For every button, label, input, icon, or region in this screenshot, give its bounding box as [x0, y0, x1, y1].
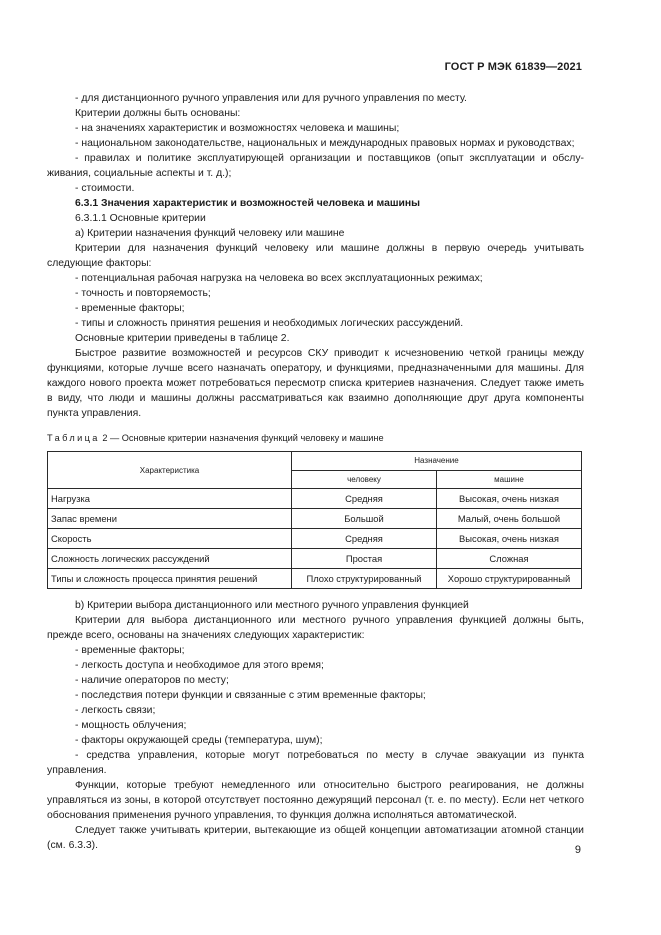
- cell-human: Средняя: [292, 529, 437, 549]
- cell-characteristic: Типы и сложность процесса принятия решений: [48, 569, 292, 589]
- table-row: [48, 489, 582, 509]
- table-row: [48, 569, 582, 589]
- cell-machine: Высокая, очень низкая: [437, 529, 582, 549]
- intro-line: - правилах и политике эксплуатирующей организации и поставщиков (опыт эксплуатации и обслуживания, социальные аспекты и т. д.);: [47, 153, 584, 179]
- paragraph: Следует также учитывать критерии, вытекающие из общей концепции автоматизации атомной станции (см. 6.3.3).: [47, 825, 584, 851]
- table-caption: [47, 431, 584, 446]
- list-item: - факторы окружающей среды (температура, шум);: [75, 735, 323, 746]
- cell-characteristic: Запас времени: [48, 509, 292, 529]
- table-caption-text: 2 — Основные критерии назначения функций человеку и машине: [99, 433, 384, 443]
- factor-line: - точность и повторяемость;: [75, 288, 211, 299]
- item-a: а) Критерии назначения функций человеку или машине: [75, 228, 345, 239]
- cell-machine: Хорошо структурированный: [437, 569, 582, 589]
- paragraph: Критерии для назначения функций человеку или машине должны в первую очередь учитывать следующие факторы:: [47, 243, 584, 269]
- list-item: - легкость доступа и необходимое для этого время;: [75, 660, 324, 671]
- page-number: 9: [574, 844, 581, 856]
- paragraph: Функции, которые требуют немедленного или относительно быстрого реагирования, не должны управляться из зоны, в которой отсутствует постоянно дежурящий персонал (т. е. по месту). Если нет четкого обоснования применения ручного управления, то функция должна исполняться автоматической.: [47, 780, 584, 821]
- cell-human: Плохо структурированный: [292, 569, 437, 589]
- list-item: - легкость связи;: [75, 705, 156, 716]
- list-item: - временные факторы;: [75, 645, 185, 656]
- list-item: - мощность облучения;: [75, 720, 187, 731]
- factor-line: - типы и сложность принятия решения и необходимых логических рассуждений.: [75, 318, 464, 329]
- header-human: человеку: [292, 470, 437, 489]
- section-heading: 6.3.1 Значения характеристик и возможностей человека и машины: [75, 198, 421, 209]
- table-row: [48, 529, 582, 549]
- cell-human: Простая: [292, 549, 437, 569]
- subsection-heading: 6.3.1.1 Основные критерии: [75, 213, 206, 224]
- paragraph: Критерии для выбора дистанционного или местного ручного управления функцией должны быть, прежде всего, основаны на значениях следующих характеристик:: [47, 615, 584, 641]
- table-header-row: [48, 452, 582, 471]
- cell-machine: Малый, очень большой: [437, 509, 582, 529]
- header-characteristic: Характеристика: [48, 452, 292, 489]
- cell-characteristic: Скорость: [48, 529, 292, 549]
- intro-line: - на значениях характеристик и возможностях человека и машины;: [75, 123, 400, 134]
- factor-line: - временные факторы;: [75, 303, 185, 314]
- list-item: - последствия потери функции и связанные с этим временные факторы;: [75, 690, 426, 701]
- intro-line: - стоимости.: [75, 183, 135, 194]
- paragraph: Основные критерии приведены в таблице 2.: [75, 333, 290, 344]
- cell-characteristic: Сложность логических рассуждений: [48, 549, 292, 569]
- document-id-header: ГОСТ Р МЭК 61839—2021: [444, 61, 582, 73]
- header-machine: машине: [437, 470, 582, 489]
- intro-line: - национальном законодательстве, национальных и международных правовых нормах и руководствах;: [75, 138, 575, 149]
- cell-human: Средняя: [292, 489, 437, 509]
- list-item: - наличие операторов по месту;: [75, 675, 229, 686]
- list-item: - средства управления, которые могут потребоваться по месту в случае эвакуации из пункта управления.: [47, 750, 584, 776]
- cell-characteristic: Нагрузка: [48, 489, 292, 509]
- paragraph: Быстрое развитие возможностей и ресурсов СКУ приводит к исчезновению четкой границы между функциями, которые лучше всего назначать оператору, и функциями, предназначенными для машины. Для каждого нового проекта может потребоваться пересмотр списка критериев назначения. Следует также иметь в виду, что люди и машины должны рассматриваться как взаимно дополняющие друг друга компоненты пункта управления.: [47, 348, 584, 419]
- item-b: b) Критерии выбора дистанционного или местного ручного управления функцией: [75, 600, 469, 611]
- table-row: [48, 509, 582, 529]
- table-row: [48, 549, 582, 569]
- criteria-table: [47, 451, 582, 589]
- page-content: [47, 91, 584, 853]
- header-assignment: Назначение: [292, 452, 582, 471]
- table-caption-prefix: Таблица: [47, 433, 100, 443]
- cell-machine: Высокая, очень низкая: [437, 489, 582, 509]
- intro-line: - для дистанционного ручного управления или для ручного управления по месту.: [75, 93, 467, 104]
- cell-human: Большой: [292, 509, 437, 529]
- intro-line: Критерии должны быть основаны:: [75, 108, 241, 119]
- cell-machine: Сложная: [437, 549, 582, 569]
- factor-line: - потенциальная рабочая нагрузка на человека во всех эксплуатационных режимах;: [75, 273, 483, 284]
